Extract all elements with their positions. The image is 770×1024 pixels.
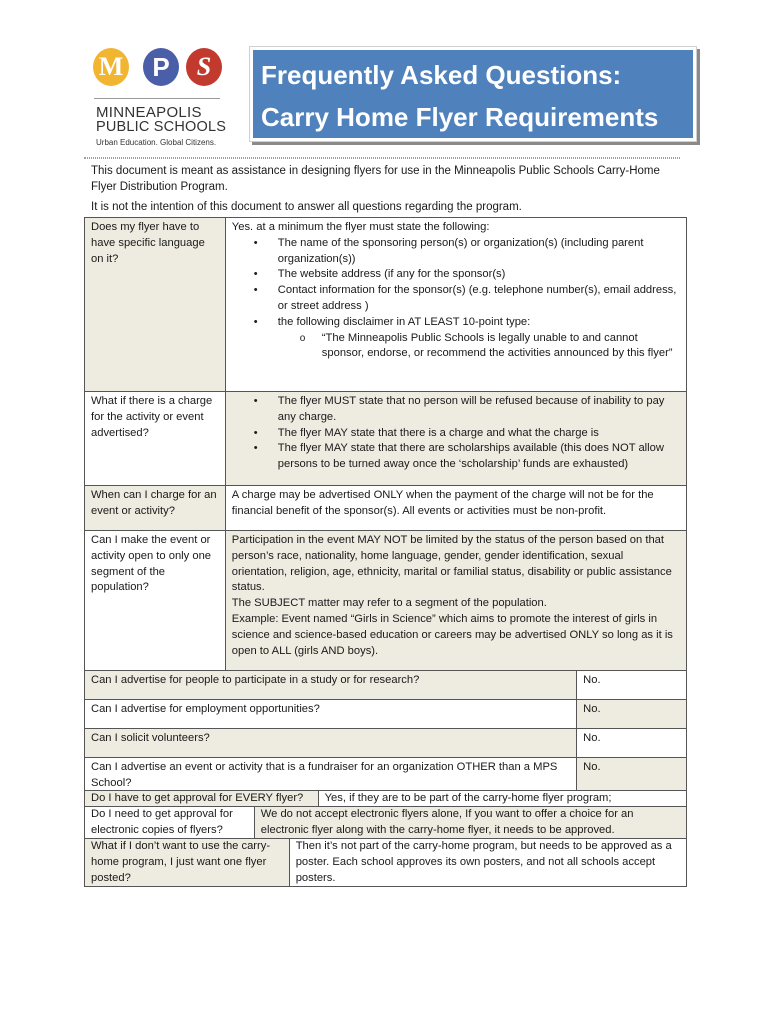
faq-question: Can I make the event or activity open to only one segment of the population? [85, 531, 226, 671]
list-item: • The website address (if any for the sponsor(s) [232, 267, 680, 283]
faq-question: Do I need to get approval for electronic copies of flyers? [85, 807, 255, 840]
faq-answer: We do not accept electronic flyers alone, If you want to offer a choice for an electronic flyer along with the carry-home flyer, it needs to be approved. [254, 807, 686, 840]
charge-rules-list [232, 394, 680, 473]
faq-answer: No. [577, 700, 687, 729]
requirements-list [232, 236, 680, 362]
list-item: • The flyer MUST state that no person will be refused because of inability to pay any charge. [232, 394, 680, 426]
faq-answer: No. [577, 671, 687, 700]
table-row [85, 839, 687, 887]
faq-table-electronic [84, 806, 687, 840]
logo-circles [90, 46, 230, 88]
faq-table-main [84, 217, 687, 671]
faq-question: What if there is a charge for the activity or event advertised? [85, 392, 226, 486]
logo-circle-s-icon: S [186, 48, 222, 86]
table-row [85, 729, 687, 758]
logo-circle-m-icon: M [93, 48, 129, 86]
logo-name-line2: PUBLIC SCHOOLS [96, 119, 227, 135]
table-row [85, 218, 687, 392]
faq-table-poster [84, 838, 687, 887]
answer-paragraph: Participation in the event MAY NOT be limited by the status of the person based on that person’s race, nationality, home language, gender, gender identification, sexual orientation, religion, age, ethnicity, marital or familial status, disability or public assistance status. [231, 534, 672, 594]
faq-answer [225, 218, 686, 392]
table-row [85, 531, 687, 671]
intro-line-1: This document is meant as assistance in designing flyers for use in the Minneapolis Public Schools Carry-Home [91, 165, 660, 177]
faq-table-yes-no [84, 670, 687, 793]
faq-question: When can I charge for an event or activity? [85, 486, 226, 531]
list-item [232, 315, 680, 362]
faq-question: Do I have to get approval for EVERY flyer? [85, 791, 319, 808]
faq-answer: Yes, if they are to be part of the carry-home flyer program; [318, 791, 686, 808]
list-item: • The name of the sponsoring person(s) or organization(s) (including parent organization(s)) [232, 236, 680, 268]
page-title-line1: Frequently Asked Questions: [261, 60, 622, 90]
answer-paragraph: Example: Event named “Girls in Science” which aims to promote the interest of girls in science and science-based education or careers may be advertised ONLY so long as it is open to ALL (girls AND boys). [231, 612, 673, 657]
title-banner-fill [253, 50, 693, 138]
list-item-text: the following disclaimer in AT LEAST 10-point type: [277, 315, 531, 328]
header-divider [84, 157, 680, 159]
faq-answer: Then it’s not part of the carry-home program, but needs to be approved as a poster. Each school approves its own posters, and not all schools accept posters. [289, 839, 686, 887]
table-row [85, 700, 687, 729]
list-item: • The flyer MAY state that there is a charge and what the charge is [232, 426, 680, 442]
intro-line-2: Flyer Distribution Program. [91, 181, 228, 193]
table-row [85, 486, 687, 531]
logo-name-line1: MINNEAPOLIS [96, 104, 202, 121]
faq-question: Can I advertise for employment opportunities? [85, 700, 577, 729]
faq-question: Can I solicit volunteers? [85, 729, 577, 758]
faq-answer: No. [577, 729, 687, 758]
intro-line-3: It is not the intention of this document to answer all questions regarding the program. [91, 201, 522, 213]
faq-question: Can I advertise for people to participate in a study or for research? [85, 671, 577, 700]
faq-answer: A charge may be advertised ONLY when the payment of the charge will not be for the financial benefit of the sponsor(s). All events or activities must be non-profit. [225, 486, 686, 531]
logo-tagline: Urban Education. Global Citizens. [96, 138, 217, 147]
answer-paragraph: The SUBJECT matter may refer to a segment of the population. [231, 597, 547, 610]
table-row [85, 392, 687, 486]
disclaimer-sublist [278, 331, 680, 363]
list-item: • Contact information for the sponsor(s) (e.g. telephone number(s), email address, or street address ) [232, 283, 680, 315]
faq-answer: No. [577, 758, 687, 793]
title-banner [249, 46, 697, 142]
list-item: • The flyer MAY state that there are scholarships available (this does NOT allow persons to be turned away once the ‘scholarship’ funds are exhausted) [232, 441, 680, 473]
mps-logo [90, 46, 230, 151]
table-row [85, 671, 687, 700]
table-row [85, 758, 687, 793]
logo-divider [94, 98, 220, 99]
table-row [85, 807, 687, 840]
faq-answer [225, 531, 686, 671]
faq-answer [225, 392, 686, 486]
faq-question: Can I advertise an event or activity that is a fundraiser for an organization OTHER than a MPS School? [85, 758, 577, 793]
page-title-line2: Carry Home Flyer Requirements [261, 102, 659, 132]
faq-question: What if I don’t want to use the carry-home program, I just want one flyer posted? [85, 839, 290, 887]
logo-circle-p-icon: P [143, 48, 179, 86]
faq-question: Does my flyer have to have specific language on it? [85, 218, 226, 392]
disclaimer-text: o “The Minneapolis Public Schools is legally unable to and cannot sponsor, endorse, or recommend the activities announced by this flyer” [278, 331, 680, 363]
table-row [85, 791, 687, 808]
answer-intro: Yes. at a minimum the flyer must state the following: [231, 221, 490, 233]
